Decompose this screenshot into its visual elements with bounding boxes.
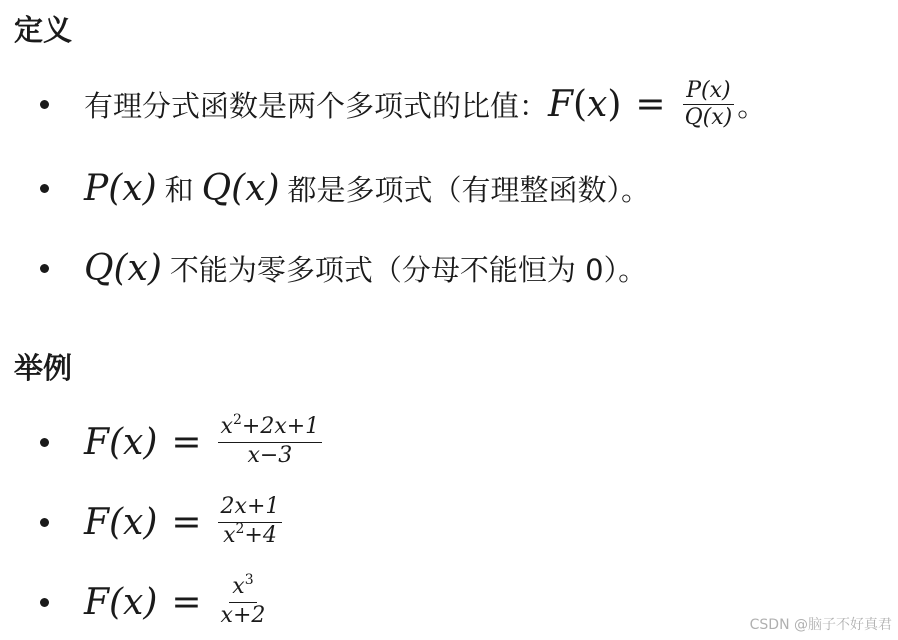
math-p-of-x: P(x): [84, 167, 157, 209]
definition-text: 有理分式函数是两个多项式的比值：: [84, 88, 549, 123]
equals-sign: =: [171, 581, 202, 623]
fraction-denominator: x−3: [247, 442, 293, 468]
bullet-dot: [40, 598, 49, 607]
definition-text: 不能为零多项式（分母不能恒为 0）。: [169, 252, 648, 287]
bullet-dot: [40, 264, 49, 273]
definition-item-nonzero-denominator: [0, 238, 898, 298]
fraction-numerator: 2x+1: [218, 495, 283, 523]
definition-heading: 定义: [14, 13, 73, 47]
math-lhs: F(x): [84, 421, 158, 463]
example-item-1: [0, 412, 898, 472]
fraction-p-over-q: [682, 79, 736, 130]
bullet-dot: [40, 100, 49, 109]
example-fraction: [218, 571, 269, 630]
definition-line: [84, 168, 650, 209]
fraction-denominator: x+2: [220, 602, 266, 628]
math-lhs: F(x): [84, 501, 158, 543]
example-fraction: [218, 411, 323, 470]
examples-heading: 举例: [14, 351, 73, 385]
definition-text: 都是多项式（有理整函数）。: [287, 172, 651, 207]
math-lhs: F ( x ) = $\frac{P(x)}{Q(x)}$: [548, 79, 737, 130]
definition-item-rational-function: [0, 74, 898, 134]
math-lhs: F(x): [84, 581, 158, 623]
watermark: CSDN @脑子不好真君: [749, 617, 892, 633]
fraction-denominator: Q(x): [684, 104, 733, 130]
definition-line: [84, 79, 766, 130]
example-item-2: [0, 492, 898, 552]
bullet-dot: [40, 184, 49, 193]
equals-sign: =: [171, 501, 202, 543]
bullet-dot: [40, 438, 49, 447]
equals-sign: =: [171, 421, 202, 463]
example-line: [84, 571, 270, 630]
fraction-denominator: $x^2+4$: [223, 520, 277, 548]
math-q-of-x: Q(x): [201, 167, 280, 209]
and-text: 和: [164, 172, 194, 207]
sentence-end: 。: [737, 88, 767, 123]
fraction-numerator: P(x): [683, 79, 733, 105]
math-q-of-x: Q(x): [84, 247, 162, 289]
example-line: [84, 411, 324, 470]
fraction-numerator: $x^3$: [229, 575, 256, 603]
definition-item-polynomials: [0, 158, 898, 218]
example-line: [84, 495, 284, 550]
example-fraction: [218, 495, 283, 550]
bullet-dot: [40, 518, 49, 527]
fraction-numerator: $x^2+2x+1$: [218, 415, 323, 443]
equals-sign: =: [635, 83, 666, 125]
definition-line: [84, 248, 647, 289]
